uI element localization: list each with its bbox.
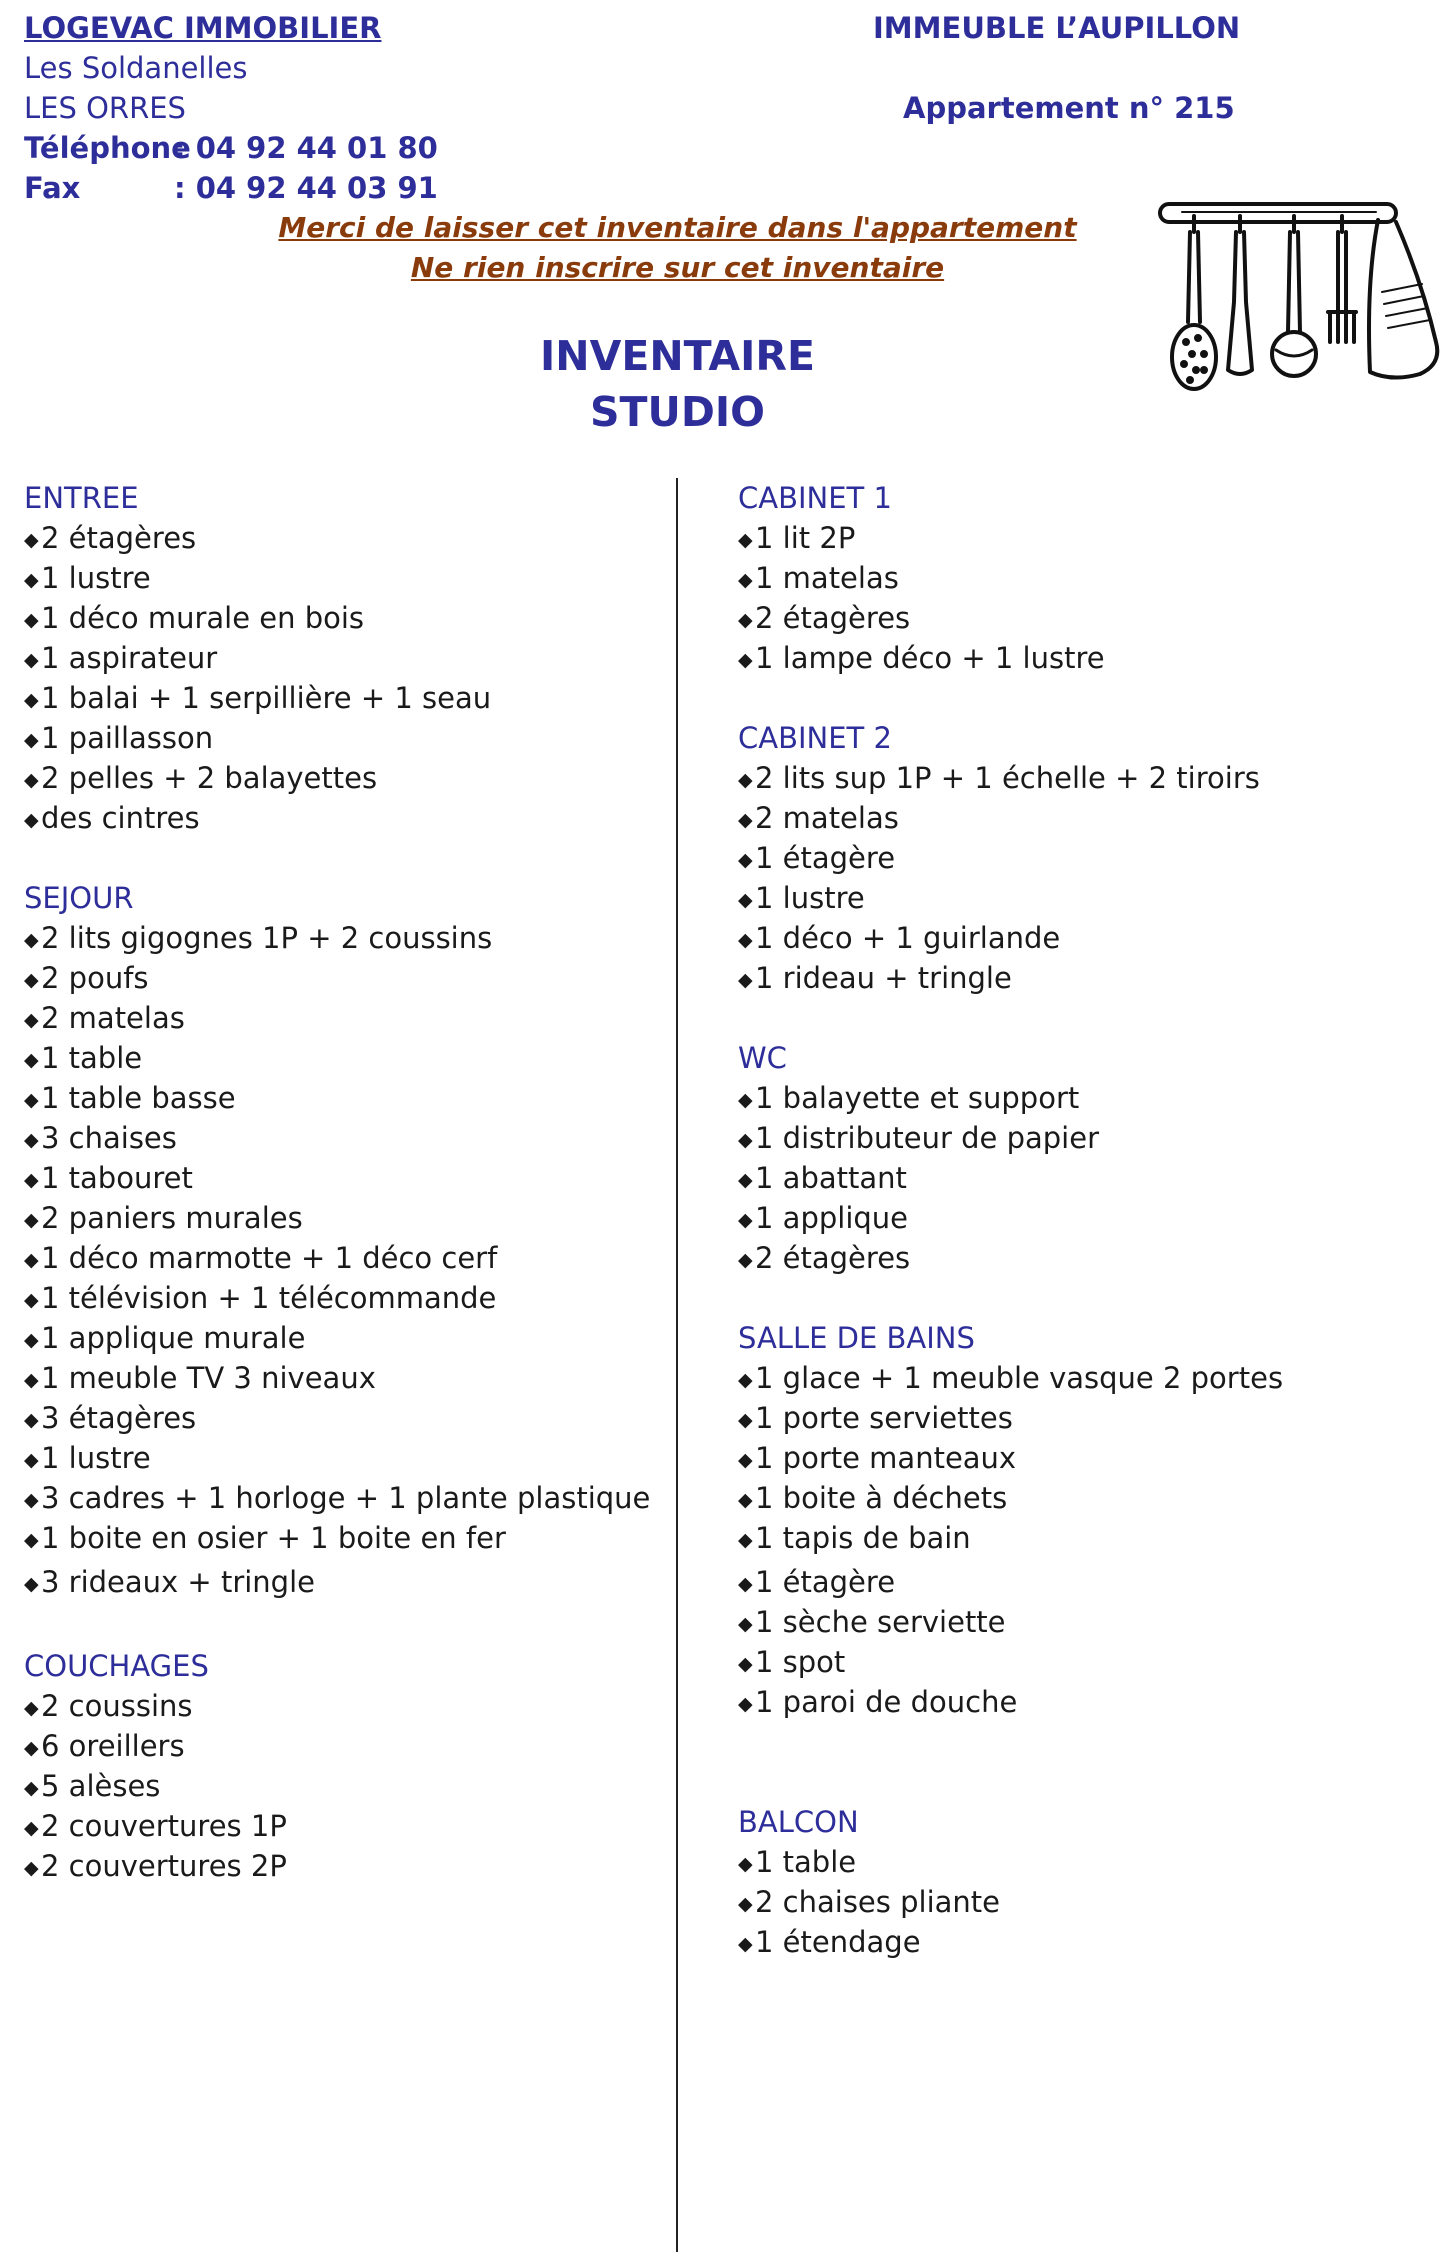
bullet-icon: ◆ [738, 1089, 753, 1111]
bullet-icon: ◆ [738, 809, 753, 831]
bullet-icon: ◆ [738, 769, 753, 791]
list-item [738, 918, 1283, 958]
bullet-icon: ◆ [24, 689, 39, 711]
fax-row [24, 168, 438, 208]
list-item-text: 1 paillasson [41, 721, 214, 755]
left-column [24, 478, 650, 1886]
bullet-icon: ◆ [738, 889, 753, 911]
list-item [24, 718, 650, 758]
list-item-text: 1 table [41, 1041, 143, 1075]
list-item [24, 1318, 650, 1358]
bullet-icon: ◆ [24, 1089, 39, 1111]
list-item [24, 1078, 650, 1118]
bullet-icon: ◆ [24, 1737, 39, 1759]
list-item [24, 1478, 650, 1518]
list-item-text: 2 lits sup 1P + 1 échelle + 2 tiroirs [755, 761, 1260, 795]
list-item [24, 638, 650, 678]
phone-row [24, 128, 438, 168]
bullet-icon: ◆ [24, 729, 39, 751]
list-item-text: 1 abattant [755, 1161, 907, 1195]
phone-label: Téléphone [24, 131, 191, 165]
section-title-sejour: SEJOUR [24, 881, 134, 915]
bullet-icon: ◆ [738, 529, 753, 551]
list-item-text: 1 aspirateur [41, 641, 218, 675]
bullet-icon: ◆ [24, 609, 39, 631]
bullet-icon: ◆ [24, 1857, 39, 1879]
bullet-icon: ◆ [24, 1369, 39, 1391]
list-item-text: 2 coussins [41, 1689, 193, 1723]
list-item-text: 3 rideaux + tringle [41, 1565, 315, 1599]
list-item-text: 2 couvertures 1P [41, 1809, 287, 1843]
list-item-text: 2 couvertures 2P [41, 1849, 287, 1883]
bullet-icon: ◆ [738, 1409, 753, 1431]
list-item [24, 1038, 650, 1078]
list-item [24, 1398, 650, 1438]
bullet-icon: ◆ [24, 529, 39, 551]
section-title-entree: ENTREE [24, 481, 139, 515]
list-item [738, 1118, 1283, 1158]
list-item [738, 638, 1283, 678]
list-item [24, 1562, 650, 1602]
list-item-text: 2 étagères [41, 521, 197, 555]
list-item-text: 1 boite en osier + 1 boite en fer [41, 1521, 506, 1555]
list-item [24, 1438, 650, 1478]
list-item [738, 1358, 1283, 1398]
bullet-icon: ◆ [24, 1529, 39, 1551]
bullet-icon: ◆ [738, 969, 753, 991]
bullet-icon: ◆ [24, 1249, 39, 1271]
list-item-text: 2 lits gigognes 1P + 2 coussins [41, 921, 493, 955]
list-item-text: 1 télévision + 1 télécommande [41, 1281, 497, 1315]
list-item [738, 1642, 1283, 1682]
list-item-text: 1 porte manteaux [755, 1441, 1017, 1475]
list-item [24, 1806, 650, 1846]
list-item [24, 998, 650, 1038]
list-item-text: 1 matelas [755, 561, 899, 595]
bullet-icon: ◆ [24, 1169, 39, 1191]
list-item-text: 1 paroi de douche [755, 1685, 1018, 1719]
list-item [738, 838, 1283, 878]
list-item [24, 1238, 650, 1278]
list-item-text: 2 étagères [755, 601, 911, 635]
list-item [24, 1518, 650, 1558]
list-item [738, 1842, 1283, 1882]
address-line-1: Les Soldanelles [24, 51, 248, 85]
bullet-icon: ◆ [738, 649, 753, 671]
bullet-icon: ◆ [24, 1489, 39, 1511]
list-item [24, 1118, 650, 1158]
list-item-text: 1 distributeur de papier [755, 1121, 1099, 1155]
list-item-text: 1 lampe déco + 1 lustre [755, 641, 1105, 675]
list-item [24, 958, 650, 998]
list-item [738, 1198, 1283, 1238]
list-item [738, 1438, 1283, 1478]
list-item-text: 1 étendage [755, 1925, 921, 1959]
list-item-text: 1 balayette et support [755, 1081, 1080, 1115]
list-item-text: 2 poufs [41, 961, 149, 995]
list-item [738, 1158, 1283, 1198]
list-item [24, 1278, 650, 1318]
list-item [738, 1602, 1283, 1642]
bullet-icon: ◆ [24, 1573, 39, 1595]
bullet-icon: ◆ [738, 1933, 753, 1955]
agency-name: LOGEVAC IMMOBILIER [24, 11, 382, 45]
list-item [24, 798, 650, 838]
fax-value: : 04 92 44 03 91 [174, 171, 438, 205]
list-item-text: 2 matelas [41, 1001, 185, 1035]
list-item-text: 2 étagères [755, 1241, 911, 1275]
list-item-text: 2 pelles + 2 balayettes [41, 761, 378, 795]
bullet-icon: ◆ [738, 849, 753, 871]
list-item [24, 1686, 650, 1726]
bullet-icon: ◆ [24, 769, 39, 791]
list-item [738, 798, 1283, 838]
list-item [24, 518, 650, 558]
bullet-icon: ◆ [24, 1209, 39, 1231]
list-item [24, 678, 650, 718]
list-item-text: 1 étagère [755, 1565, 896, 1599]
bullet-icon: ◆ [738, 1653, 753, 1675]
bullet-icon: ◆ [24, 809, 39, 831]
list-item-text: 1 lustre [755, 881, 865, 915]
list-item-text: 1 table [755, 1845, 857, 1879]
list-item [24, 1158, 650, 1198]
section-title-salle-de-bains: SALLE DE BAINS [738, 1321, 975, 1355]
list-item [24, 1726, 650, 1766]
building-name: IMMEUBLE L’AUPILLON [873, 11, 1241, 45]
list-item-text: 3 cadres + 1 horloge + 1 plante plastique [41, 1481, 651, 1515]
bullet-icon: ◆ [24, 569, 39, 591]
address-line-2: LES ORRES [24, 91, 186, 125]
list-item [24, 1766, 650, 1806]
page-subtitle: STUDIO [590, 388, 765, 436]
bullet-icon: ◆ [738, 1169, 753, 1191]
list-item [738, 518, 1283, 558]
bullet-icon: ◆ [738, 1573, 753, 1595]
list-item-text: 6 oreillers [41, 1729, 185, 1763]
section-title-balcon: BALCON [738, 1805, 859, 1839]
list-item-text: 1 porte serviettes [755, 1401, 1013, 1435]
bullet-icon: ◆ [738, 1613, 753, 1635]
list-item-text: 1 applique [755, 1201, 909, 1235]
bullet-icon: ◆ [24, 1409, 39, 1431]
list-item-text: 1 applique murale [41, 1321, 306, 1355]
section-title-couchages: COUCHAGES [24, 1649, 209, 1683]
bullet-icon: ◆ [738, 1449, 753, 1471]
fax-label: Fax [24, 171, 81, 205]
bullet-icon: ◆ [738, 929, 753, 951]
list-item [24, 758, 650, 798]
bullet-icon: ◆ [24, 1777, 39, 1799]
bullet-icon: ◆ [738, 609, 753, 631]
bullet-icon: ◆ [24, 1817, 39, 1839]
bullet-icon: ◆ [24, 969, 39, 991]
list-item-text: 5 alèses [41, 1769, 161, 1803]
list-item [24, 1358, 650, 1398]
phone-value: : 04 92 44 01 80 [174, 131, 438, 165]
bullet-icon: ◆ [24, 1329, 39, 1351]
list-item [24, 1846, 650, 1886]
list-item-text: 1 lit 2P [755, 521, 856, 555]
list-item [24, 598, 650, 638]
list-item [24, 1198, 650, 1238]
list-item-text: 3 étagères [41, 1401, 197, 1435]
list-item [738, 1398, 1283, 1438]
list-item [738, 1078, 1283, 1118]
list-item-text: 1 meuble TV 3 niveaux [41, 1361, 376, 1395]
right-column [738, 478, 1283, 1962]
bullet-icon: ◆ [738, 1853, 753, 1875]
bullet-icon: ◆ [738, 569, 753, 591]
bullet-icon: ◆ [24, 1129, 39, 1151]
list-item-text: 1 tabouret [41, 1161, 193, 1195]
column-divider [676, 478, 678, 2252]
list-item-text: 1 tapis de bain [755, 1521, 971, 1555]
list-item-text: 1 déco + 1 guirlande [755, 921, 1061, 955]
list-item-text: des cintres [41, 801, 200, 835]
list-item-text: 2 chaises pliante [755, 1885, 1000, 1919]
list-item [738, 1478, 1283, 1518]
list-item [738, 558, 1283, 598]
list-item [738, 1882, 1283, 1922]
bullet-icon: ◆ [24, 649, 39, 671]
list-item [24, 918, 650, 958]
notice-line-2: Ne rien inscrire sur cet inventaire [410, 251, 945, 284]
list-item-text: 1 déco marmotte + 1 déco cerf [41, 1241, 498, 1275]
bullet-icon: ◆ [738, 1209, 753, 1231]
list-item-text: 2 matelas [755, 801, 899, 835]
list-item-text: 1 balai + 1 serpillière + 1 seau [41, 681, 492, 715]
bullet-icon: ◆ [738, 1489, 753, 1511]
list-item-text: 1 glace + 1 meuble vasque 2 portes [755, 1361, 1284, 1395]
list-item-text: 1 étagère [755, 841, 896, 875]
bullet-icon: ◆ [24, 1449, 39, 1471]
bullet-icon: ◆ [738, 1129, 753, 1151]
bullet-icon: ◆ [24, 1049, 39, 1071]
list-item-text: 1 rideau + tringle [755, 961, 1012, 995]
list-item-text: 1 spot [755, 1645, 846, 1679]
list-item-text: 1 lustre [41, 1441, 151, 1475]
page-title: INVENTAIRE [540, 332, 815, 380]
section-title-cabinet-1: CABINET 1 [738, 481, 892, 515]
bullet-icon: ◆ [738, 1693, 753, 1715]
bullet-icon: ◆ [738, 1369, 753, 1391]
bullet-icon: ◆ [24, 1289, 39, 1311]
list-item [738, 1922, 1283, 1962]
bullet-icon: ◆ [738, 1529, 753, 1551]
list-item-text: 2 paniers murales [41, 1201, 303, 1235]
list-item [738, 878, 1283, 918]
list-item [738, 1682, 1283, 1722]
section-title-cabinet-2: CABINET 2 [738, 721, 892, 755]
list-item-text: 1 sèche serviette [755, 1605, 1006, 1639]
list-item-text: 1 boite à déchets [755, 1481, 1008, 1515]
list-item [738, 958, 1283, 998]
bullet-icon: ◆ [24, 1697, 39, 1719]
bullet-icon: ◆ [738, 1893, 753, 1915]
list-item-text: 1 table basse [41, 1081, 236, 1115]
list-item-text: 3 chaises [41, 1121, 177, 1155]
list-item [738, 1238, 1283, 1278]
apartment-number: Appartement n° 215 [903, 91, 1235, 125]
list-item-text: 1 lustre [41, 561, 151, 595]
section-title-wc: WC [738, 1041, 787, 1075]
bullet-icon: ◆ [24, 1009, 39, 1031]
bullet-icon: ◆ [738, 1249, 753, 1271]
notice-line-1: Merci de laisser cet inventaire dans l'appartement [278, 211, 1077, 244]
list-item [738, 758, 1283, 798]
list-item [738, 1518, 1283, 1558]
list-item [738, 598, 1283, 638]
list-item [24, 558, 650, 598]
list-item [738, 1562, 1283, 1602]
list-item-text: 1 déco murale en bois [41, 601, 365, 635]
bullet-icon: ◆ [24, 929, 39, 951]
